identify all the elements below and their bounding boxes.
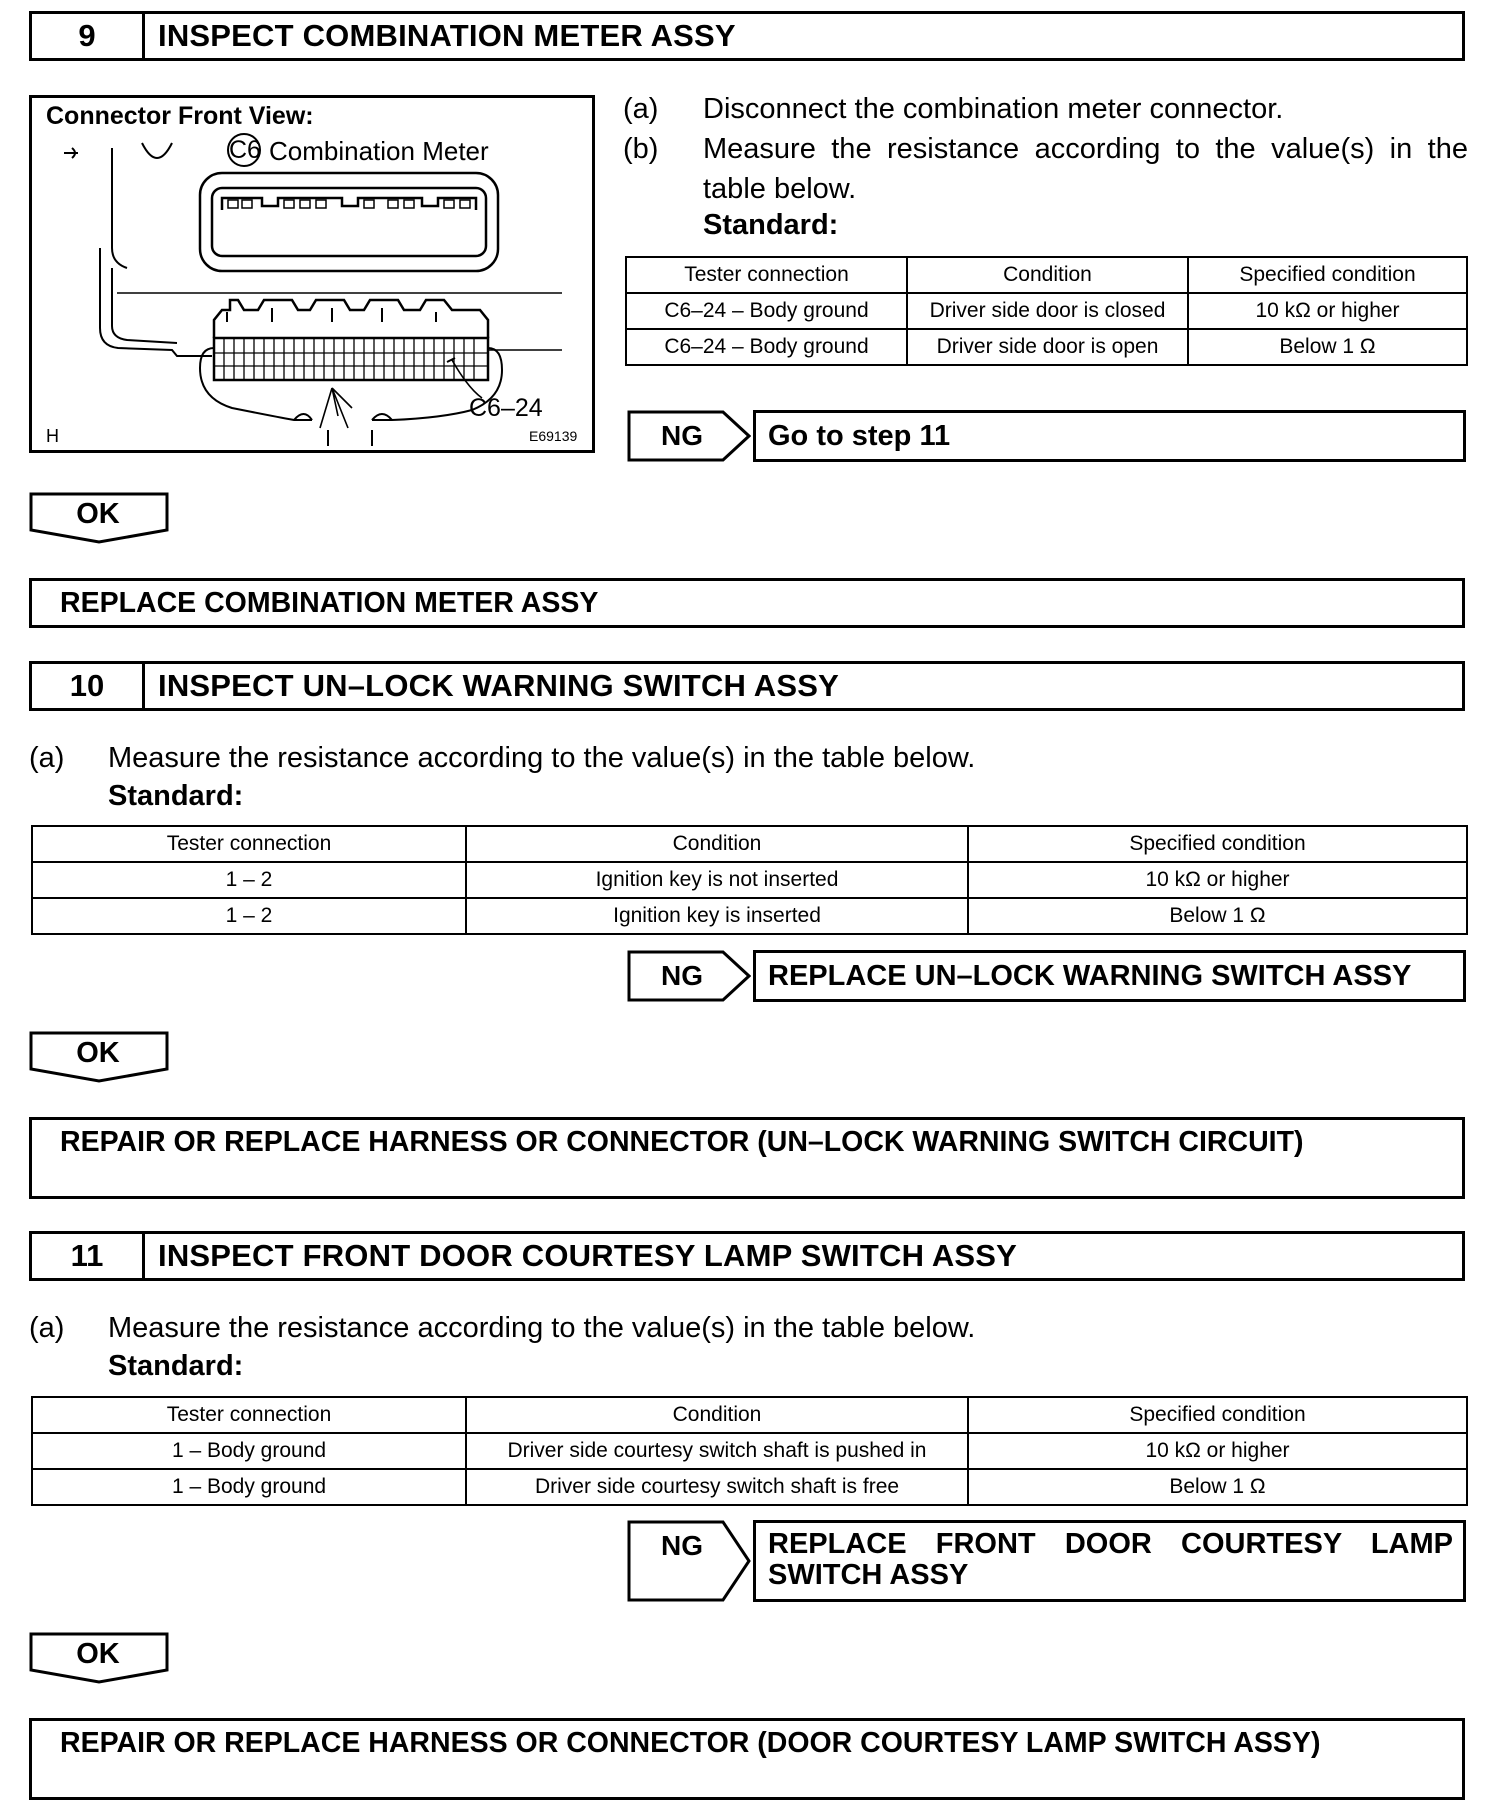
table-cell: Below 1 Ω xyxy=(1188,329,1467,365)
ng-destination: Go to step 11 xyxy=(753,410,1466,462)
table-cell: C6–24 – Body ground xyxy=(626,293,907,329)
table-cell: Below 1 Ω xyxy=(968,898,1467,934)
table-cell: 10 kΩ or higher xyxy=(968,1433,1467,1469)
table-row xyxy=(626,329,1467,365)
figure-corner-letter: H xyxy=(46,426,59,446)
table-header-row xyxy=(32,826,1467,862)
table-cell: Ignition key is inserted xyxy=(466,898,968,934)
table-cell: C6–24 – Body ground xyxy=(626,329,907,365)
table-header: Tester connection xyxy=(32,826,466,862)
pin-label: C6–24 xyxy=(469,394,543,422)
table-header: Specified condition xyxy=(1188,257,1467,293)
spec-table xyxy=(31,825,1468,935)
instruction-text-continued: table below. xyxy=(703,173,857,205)
table-cell: Driver side courtesy switch shaft is pushed in xyxy=(466,1433,968,1469)
ok-marker xyxy=(29,1632,169,1684)
ng-marker xyxy=(627,950,751,1002)
table-cell: Below 1 Ω xyxy=(968,1469,1467,1505)
instruction-marker: (b) xyxy=(623,133,659,165)
table-cell: 1 – 2 xyxy=(32,862,466,898)
ok-action-box: REPLACE COMBINATION METER ASSY xyxy=(29,578,1465,628)
ok-action-box: REPAIR OR REPLACE HARNESS OR CONNECTOR (DOOR COURTESY LAMP SWITCH ASSY) xyxy=(29,1718,1465,1800)
table-cell: 1 – Body ground xyxy=(32,1469,466,1505)
table-row xyxy=(32,862,1467,898)
table-header: Condition xyxy=(907,257,1188,293)
figure-heading: Connector Front View: xyxy=(46,102,314,130)
standard-label: Standard: xyxy=(108,1350,244,1382)
instruction-marker: (a) xyxy=(29,1312,65,1344)
table-cell: 1 – 2 xyxy=(32,898,466,934)
table-header: Tester connection xyxy=(626,257,907,293)
table-cell: 10 kΩ or higher xyxy=(1188,293,1467,329)
step-11-header xyxy=(29,1231,1465,1281)
spec-table xyxy=(625,256,1468,366)
table-header: Tester connection xyxy=(32,1397,466,1433)
table-row xyxy=(32,898,1467,934)
instruction-marker: (a) xyxy=(29,742,65,774)
step-number: 10 xyxy=(32,664,145,708)
step-9-header xyxy=(29,11,1465,61)
step-number: 9 xyxy=(32,14,145,58)
ok-marker xyxy=(29,1031,169,1083)
table-cell: 1 – Body ground xyxy=(32,1433,466,1469)
step-title: INSPECT UN–LOCK WARNING SWITCH ASSY xyxy=(158,668,839,703)
figure-code: E69139 xyxy=(529,428,578,444)
table-row xyxy=(32,1469,1467,1505)
connector-id: C6 xyxy=(229,136,261,164)
step-title: INSPECT COMBINATION METER ASSY xyxy=(158,18,736,53)
instruction-text: Disconnect the combination meter connector. xyxy=(703,93,1284,125)
instruction-text: Measure the resistance according to the value(s) in the table below. xyxy=(108,1312,976,1344)
table-header-row xyxy=(32,1397,1467,1433)
spec-table xyxy=(31,1396,1468,1506)
instruction-text: Measure the resistance according to the value(s) in the table below. xyxy=(108,742,976,774)
ng-destination: REPLACE UN–LOCK WARNING SWITCH ASSY xyxy=(753,950,1466,1002)
step-10-header xyxy=(29,661,1465,711)
table-header-row xyxy=(626,257,1467,293)
instruction-marker: (a) xyxy=(623,93,659,125)
table-cell: Ignition key is not inserted xyxy=(466,862,968,898)
ng-destination xyxy=(753,1520,1466,1602)
table-cell: Driver side courtesy switch shaft is free xyxy=(466,1469,968,1505)
ng-label: NG xyxy=(661,1530,703,1561)
table-header: Specified condition xyxy=(968,826,1467,862)
table-cell: 10 kΩ or higher xyxy=(968,862,1467,898)
ng-marker xyxy=(627,1520,751,1602)
ok-label: OK xyxy=(76,1638,120,1670)
ng-destination-line: SWITCH ASSY xyxy=(768,1559,969,1591)
ng-destination-line: REPLACE FRONT DOOR COURTESY LAMP xyxy=(768,1528,1453,1560)
step-title: INSPECT FRONT DOOR COURTESY LAMP SWITCH ASSY xyxy=(158,1238,1018,1273)
ng-label: NG xyxy=(661,420,703,451)
ng-label: NG xyxy=(661,960,703,991)
instruction-text: Measure the resistance according to the value(s) in the xyxy=(703,133,1468,165)
table-row xyxy=(32,1433,1467,1469)
table-cell: Driver side door is open xyxy=(907,329,1188,365)
connector-diagram xyxy=(29,95,595,453)
ok-action-box: REPAIR OR REPLACE HARNESS OR CONNECTOR (UN–LOCK WARNING SWITCH CIRCUIT) xyxy=(29,1117,1465,1199)
table-cell: Driver side door is closed xyxy=(907,293,1188,329)
standard-label: Standard: xyxy=(108,780,244,812)
ok-marker xyxy=(29,492,169,544)
ok-label: OK xyxy=(76,1037,120,1069)
ng-marker xyxy=(627,410,751,462)
step-number: 11 xyxy=(32,1234,145,1278)
table-header: Specified condition xyxy=(968,1397,1467,1433)
table-row xyxy=(626,293,1467,329)
table-header: Condition xyxy=(466,1397,968,1433)
standard-label: Standard: xyxy=(703,209,839,241)
connector-name: Combination Meter xyxy=(269,136,489,166)
ok-label: OK xyxy=(76,498,120,530)
table-header: Condition xyxy=(466,826,968,862)
